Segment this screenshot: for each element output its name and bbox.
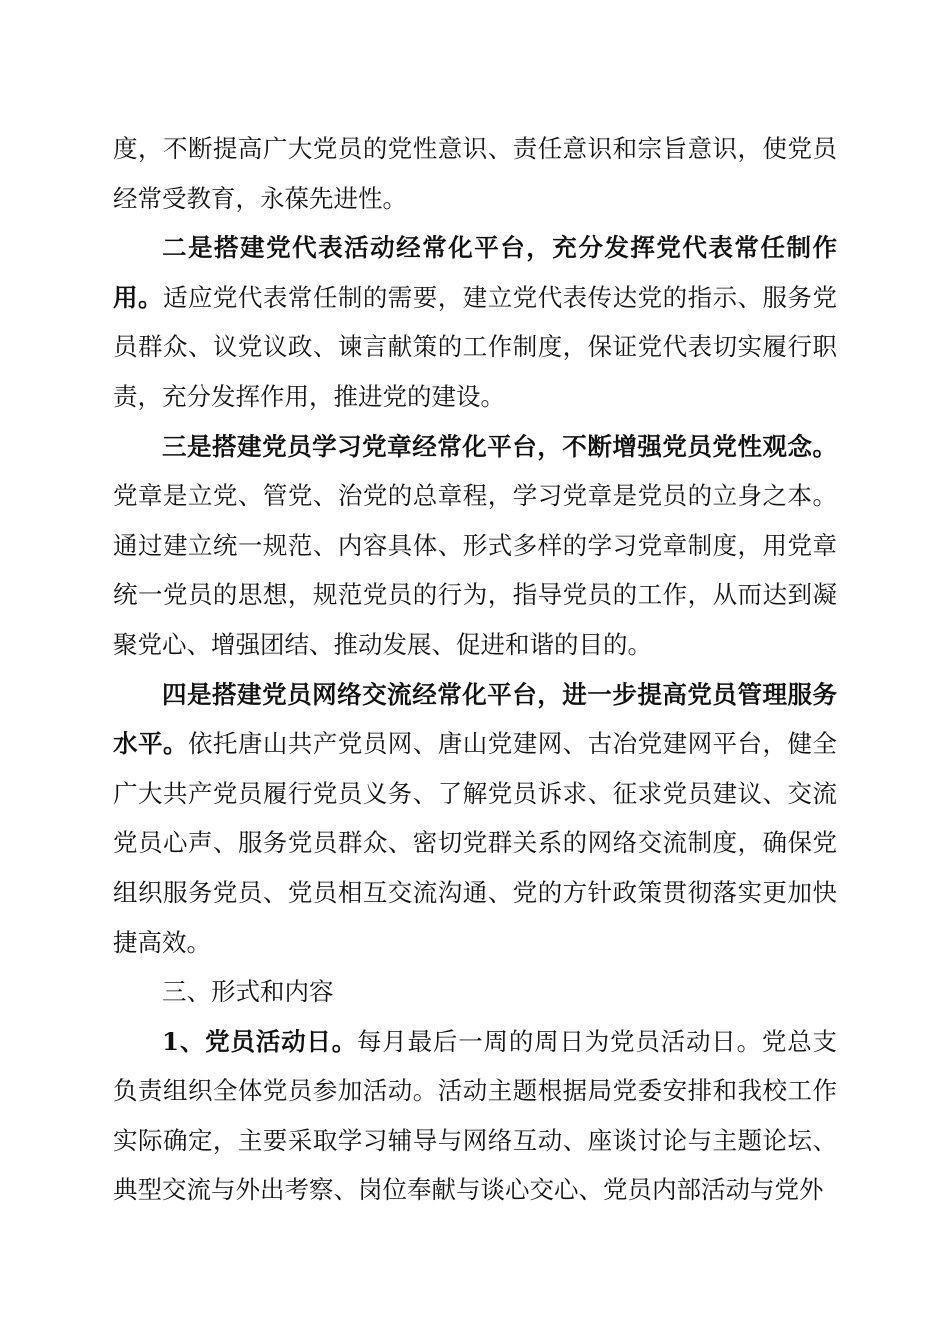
paragraph-text: 依托唐山共产党员网、唐山党建网、古冶党建网平台，健全广大共产党员履行党员义务、了解党员诉求、征求党员建议、交流党员心声、服务党员群众、密切党群关系的网络交流制度，确保党组织服务党员、党员相互交流沟通、党的方针政策贯彻落实更加快捷高效。: [113, 729, 838, 957]
paragraph-party-constitution: [113, 422, 837, 670]
paragraph-text: 每月最后一周的周日为党员活动日。党总支负责组织全体党员参加活动。活动主题根据局党委安排和我校工作实际确定，主要采取学习辅导与网络互动、座谈讨论与主题论坛、典型交流与外出考察、岗位奉献与谈心交心、党员内部活动与党外: [113, 1026, 838, 1205]
paragraph-activity-day: [113, 1017, 837, 1215]
paragraph-network-exchange: [113, 670, 837, 968]
paragraph-heading-bold: 四是搭建党员网络交流经常化平台，进一步提高党员管理服务水平。: [113, 679, 837, 759]
paragraph-heading-bold: 三是搭建党员学习党章经常化平台，不断增强党员党性观念。: [162, 431, 837, 461]
section-heading-text: 三、形式和内容: [162, 977, 334, 1007]
document-body: [113, 124, 837, 1215]
paragraph-text: 适应党代表常任制的需要，建立党代表传达党的指示、服务党员群众、议党议政、谏言献策的工作制度，保证党代表切实履行职责，充分发挥作用，推进党的建设。: [113, 282, 838, 411]
paragraph-continuation: [113, 124, 837, 223]
section-heading-form-content: [113, 967, 837, 1017]
paragraph-heading-bold: 1、党员活动日。: [162, 1026, 357, 1056]
paragraph-text: 党章是立党、管党、治党的总章程，学习党章是党员的立身之本。通过建立统一规范、内容具体、形式多样的学习党章制度，用党章统一党员的思想，规范党员的行为，指导党员的工作，从而达到凝聚党心、增强团结、推动发展、促进和谐的目的。: [113, 481, 837, 659]
paragraph-party-representative: [113, 223, 837, 421]
paragraph-text: 度，不断提高广大党员的党性意识、责任意识和宗旨意识，使党员经常受教育，永葆先进性。: [113, 134, 837, 213]
paragraph-heading-bold: 二是搭建党代表活动经常化平台，充分发挥党代表常任制作用。: [113, 233, 837, 312]
